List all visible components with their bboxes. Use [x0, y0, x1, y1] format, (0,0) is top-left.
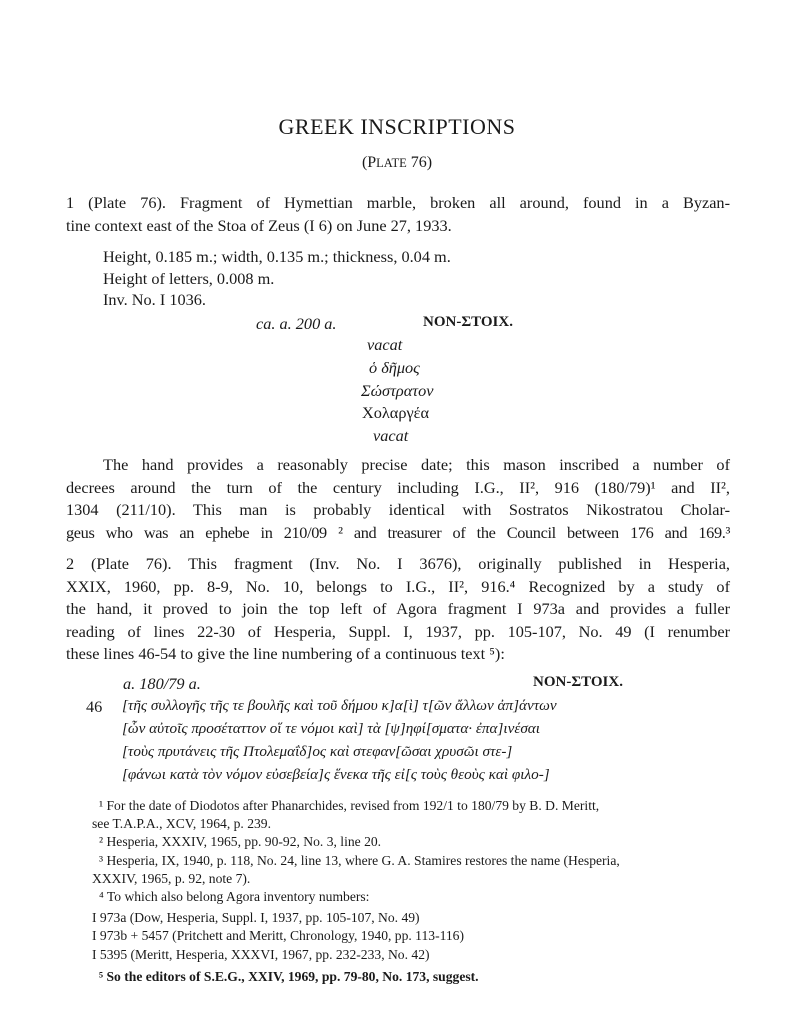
commentary-line: 1304 (211/10). This man is probably identical with Sostratos Nikostratou Cholar- — [66, 500, 730, 519]
entry-2-date: a. 180/79 a. — [123, 674, 201, 693]
entry-2-stoich: NON-ΣΤΟΙΧ. — [533, 674, 623, 690]
entry-1-stoich: NON-ΣΤΟΙΧ. — [423, 314, 513, 330]
plate-reference: (PLATE 76) — [361, 154, 433, 171]
page-title: GREEK INSCRIPTIONS — [278, 114, 516, 139]
inscription-line: vacat — [373, 426, 409, 445]
line-number: 46 — [86, 697, 103, 716]
commentary-line: The hand provides a reasonably precise date; this mason inscribed a number of — [103, 455, 730, 474]
footnotes — [92, 797, 732, 986]
dimension-line: Height, 0.185 m.; width, 0.135 m.; thickness, 0.04 m. — [103, 247, 451, 266]
entry-1-date: ca. a. 200 a. — [256, 314, 337, 333]
footnote-line: I 973b + 5457 (Pritchett and Meritt, Chronology, 1940, pp. 113-116) — [92, 928, 465, 944]
inscription-line: [τῆς συλλογῆς τῆς τε βουλῆς καὶ τοῦ δήμου κ]α[ὶ] τ[ῶν ἄλλων ἀπ]άντων — [122, 697, 557, 714]
inscription-line: Σώστρατον — [361, 381, 434, 400]
footnote-line: XXXIV, 1965, p. 92, note 7). — [92, 870, 251, 886]
footnote-line: ⁵ So the editors of S.E.G., XXIV, 1969, pp. 79-80, No. 173, suggest. — [99, 968, 479, 984]
dimension-line: Height of letters, 0.008 m. — [103, 268, 275, 288]
footnote-line: ³ Hesperia, IX, 1940, p. 118, No. 24, line 13, where G. A. Stamires restores the name (Hesperia, — [99, 852, 620, 868]
inscription-line: [τοὺς πρυτάνεις τῆς Πτολεμαΐδ]ος καὶ στεφαν[ῶσαι χρυσῶι στε-] — [122, 743, 513, 760]
entry-1-intro — [66, 192, 730, 237]
entry-2-line: these lines 46-54 to give the line numbering of a continuous text ⁵): — [66, 644, 505, 663]
inscription-line: vacat — [367, 335, 403, 354]
footnote-line: I 973a (Dow, Hesperia, Suppl. I, 1937, pp. 105-107, No. 49) — [92, 910, 420, 926]
inscription-line: ὁ δῆμος — [369, 358, 420, 377]
footnote-line: ⁴ To which also belong Agora inventory numbers: — [99, 889, 370, 905]
inscription-line: [ὧν αὐτοῖς προσέταττον οἵ τε νόμοι καὶ] τὰ [ψ]ηφί[σματα· ἐπα]ινέσαι — [122, 720, 540, 737]
inscription-line: Χολαργέα — [362, 403, 430, 422]
footnote-line: ¹ For the date of Diodotos after Phanarchides, revised from 192/1 to 180/79 by B. D. Meritt, — [99, 798, 600, 813]
entry-2-line: 2 (Plate 76). This fragment (Inv. No. I 3676), originally published in Hesperia, — [66, 554, 730, 573]
entry-1-dimensions — [103, 246, 451, 311]
footnote-line: ² Hesperia, XXXIV, 1965, pp. 90-92, No. 3, line 20. — [99, 834, 382, 850]
footnote-line: see T.A.P.A., XCV, 1964, p. 239. — [92, 816, 271, 832]
commentary-line: geus who was an ephebe in 210/09 ² and treasurer of the Council between 176 and 169.³ — [66, 522, 730, 542]
entry-2-intro — [66, 553, 730, 666]
entry-1-line: tine context east of the Stoa of Zeus (I 6) on June 27, 1933. — [66, 215, 452, 235]
entry-2-line: reading of lines 22-30 of Hesperia, Suppl. I, 1937, pp. 105-107, No. 49 (I renumber — [66, 621, 730, 641]
entry-1-commentary — [66, 454, 730, 544]
inscription-line: [φάνωι κατὰ τὸν νόμον εὐσεβεία]ς ἕνεκα τῆς εἰ[ς τοὺς θεοὺς καὶ φιλο-] — [122, 766, 550, 783]
dimension-line: Inv. No. I 1036. — [103, 290, 206, 309]
commentary-line: decrees around the turn of the century including I.G., II², 916 (180/79)¹ and II², — [66, 477, 730, 497]
entry-2-line: XXIX, 1960, pp. 8-9, No. 10, belongs to I.G., II², 916.⁴ Recognized by a study of — [66, 576, 730, 596]
footnote-line: I 5395 (Meritt, Hesperia, XXXVI, 1967, pp. 232-233, No. 42) — [92, 946, 430, 962]
entry-1-line: 1 (Plate 76). Fragment of Hymettian marble, broken all around, found in a Byzan- — [66, 193, 730, 212]
entry-2-line: the hand, it proved to join the top left of Agora fragment I 973a and provides a fuller — [66, 599, 730, 618]
